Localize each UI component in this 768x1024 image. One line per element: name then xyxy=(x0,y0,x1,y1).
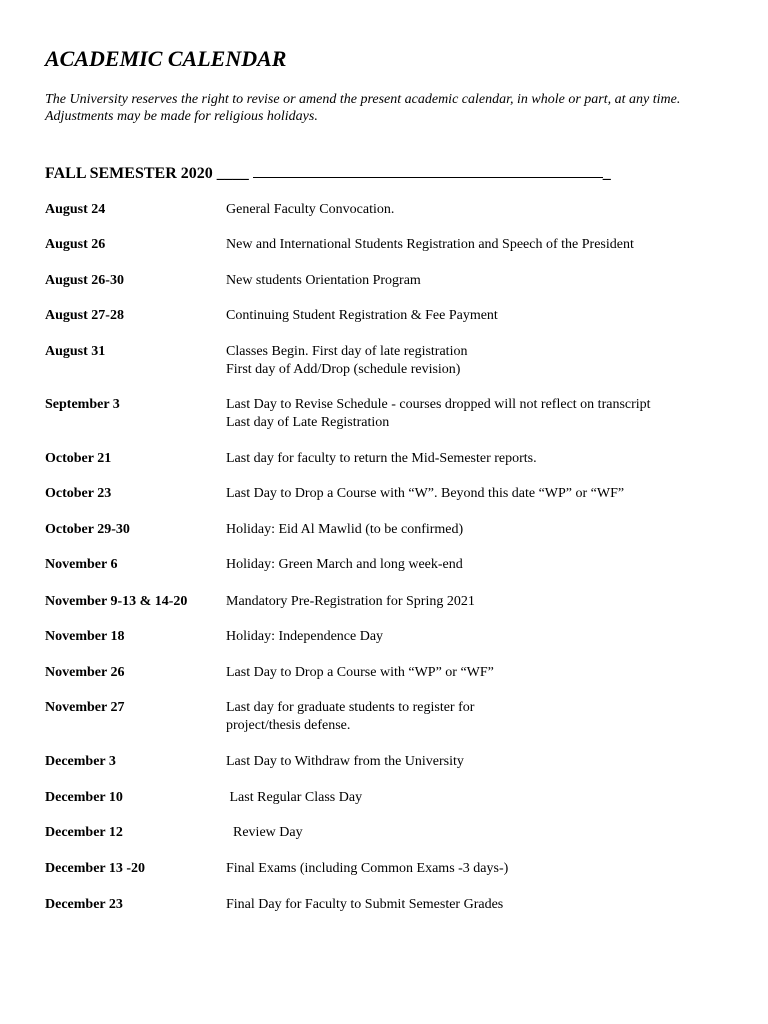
event-description xyxy=(226,485,624,503)
event-description-line: Last day for faculty to return the Mid-Semester reports. xyxy=(226,451,537,466)
event-description-line: Final Exams (including Common Exams -3 days-) xyxy=(226,861,509,876)
event-date: September 3 xyxy=(45,397,120,412)
event-description-line: Last Day to Withdraw from the University xyxy=(226,754,464,769)
event-date: October 21 xyxy=(45,451,112,466)
page-title: ACADEMIC CALENDAR xyxy=(45,46,287,71)
event-date: December 13 -20 xyxy=(45,861,146,876)
event-description xyxy=(226,593,475,611)
event-description xyxy=(226,272,421,290)
event-date: December 10 xyxy=(45,790,123,805)
event-description-line: project/thesis defense. xyxy=(226,718,351,733)
event-description-line: New and International Students Registration and Speech of the President xyxy=(226,237,634,252)
event-date: November 6 xyxy=(45,557,118,572)
event-description-line: Last day of Late Registration xyxy=(226,415,390,430)
event-description-line: Last day for graduate students to register for xyxy=(226,700,475,715)
event-description-line: Holiday: Eid Al Mawlid (to be confirmed) xyxy=(226,522,464,537)
event-description-line: Holiday: Green March and long week-end xyxy=(226,557,463,572)
event-description xyxy=(226,860,508,878)
event-description-line: First day of Add/Drop (schedule revision) xyxy=(226,362,461,377)
event-description-line: Last Day to Drop a Course with “WP” or “WF” xyxy=(226,665,494,680)
event-description xyxy=(226,789,362,807)
semester-heading-trailing: _ xyxy=(602,165,611,182)
event-description xyxy=(226,236,634,254)
intro-paragraph xyxy=(45,91,757,125)
event-date: October 29-30 xyxy=(45,522,130,537)
event-date: December 12 xyxy=(45,825,123,840)
event-description-line: Mandatory Pre-Registration for Spring 2021 xyxy=(226,594,475,609)
event-description xyxy=(226,307,498,325)
semester-heading-text: FALL SEMESTER 2020 ____ xyxy=(45,165,249,182)
event-date: August 31 xyxy=(45,344,106,359)
event-description-line: Review Day xyxy=(226,825,303,840)
event-description xyxy=(226,396,651,432)
event-description-line: Last Day to Drop a Course with “W”. Beyond this date “WP” or “WF” xyxy=(226,486,625,501)
event-date: November 27 xyxy=(45,700,125,715)
event-date: November 18 xyxy=(45,629,125,644)
event-description xyxy=(226,450,537,468)
event-description-line: Final Day for Faculty to Submit Semester Grades xyxy=(226,897,504,912)
event-description-line: General Faculty Convocation. xyxy=(226,202,395,217)
event-date: November 9-13 & 14-20 xyxy=(45,594,188,609)
intro-line-1: The University reserves the right to revise or amend the present academic calendar, in whole or part, at any time. xyxy=(45,92,681,107)
event-description-line: Last Day to Revise Schedule - courses dropped will not reflect on transcript xyxy=(226,397,651,412)
event-date: August 27-28 xyxy=(45,308,124,323)
event-description xyxy=(226,824,303,842)
event-description-line: Holiday: Independence Day xyxy=(226,629,384,644)
event-date: August 26 xyxy=(45,237,106,252)
event-date: August 24 xyxy=(45,202,106,217)
event-description xyxy=(226,753,464,771)
event-description xyxy=(226,343,467,379)
event-date: December 3 xyxy=(45,754,116,769)
event-description xyxy=(226,556,463,574)
event-description xyxy=(226,521,463,539)
semester-heading xyxy=(45,164,611,183)
event-date: October 23 xyxy=(45,486,112,501)
event-description xyxy=(226,628,383,646)
event-date: December 23 xyxy=(45,897,123,912)
event-date: November 26 xyxy=(45,665,125,680)
event-description-line: Continuing Student Registration & Fee Payment xyxy=(226,308,498,323)
event-description xyxy=(226,896,503,914)
event-date: August 26-30 xyxy=(45,273,124,288)
event-description xyxy=(226,699,474,735)
event-description-line: Classes Begin. First day of late registration xyxy=(226,344,468,359)
semester-heading-rule xyxy=(253,164,603,178)
event-description-line: New students Orientation Program xyxy=(226,273,421,288)
event-description-line: Last Regular Class Day xyxy=(226,790,363,805)
event-description xyxy=(226,664,494,682)
event-description xyxy=(226,201,394,219)
intro-line-2: Adjustments may be made for religious holidays. xyxy=(45,109,318,124)
